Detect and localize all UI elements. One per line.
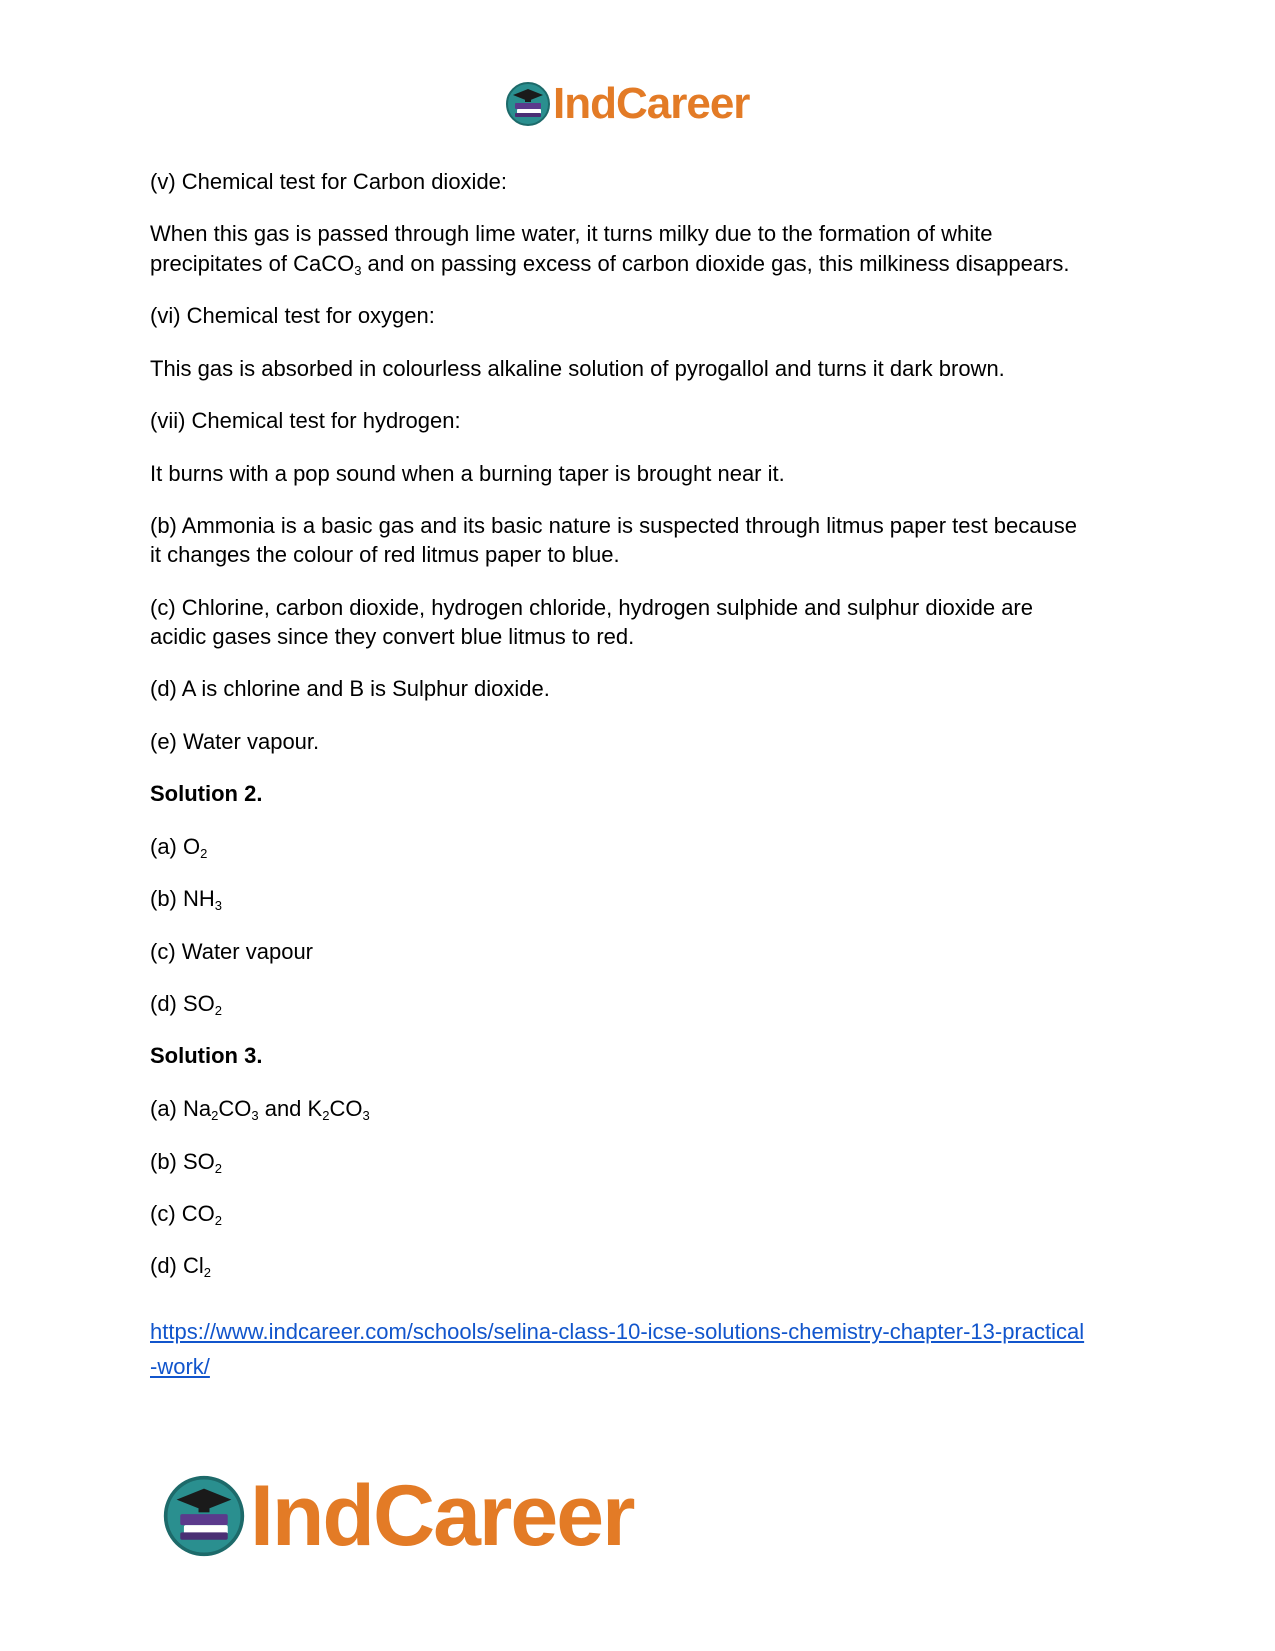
subscript: 2 [203,1265,212,1280]
text: and on passing excess of carbon dioxide gas, this milkiness disappears. [361,251,1070,276]
solution-2-b [150,884,222,914]
paragraph-b-line2: it changes the colour of red litmus paper to blue. [150,542,620,567]
text: (b) SO [150,1149,215,1174]
subscript: 3 [251,1108,259,1123]
section-heading-v: (v) Chemical test for Carbon dioxide: [150,169,508,194]
logo-wordmark: IndCareer [250,1468,634,1564]
footer-logo [162,1468,634,1564]
solution-2-a [150,832,207,862]
paragraph-d: (d) A is chlorine and B is Sulphur dioxide. [150,676,550,701]
solution-2-c: (c) Water vapour [150,939,314,964]
paragraph-b-line1: (b) Ammonia is a basic gas and its basic nature is suspected through litmus paper test because [150,513,1077,538]
paragraph-oxygen: This gas is absorbed in colourless alkaline solution of pyrogallol and turns it dark brown. [150,356,1005,381]
text: (d) SO [150,991,215,1016]
subscript: 2 [214,1161,223,1176]
solution-3-title: Solution 3. [150,1043,263,1068]
text: CO [329,1096,363,1121]
solution-3-d [150,1251,211,1281]
solution-3-c [150,1199,222,1229]
text: and K [258,1096,323,1121]
header-logo [505,80,749,128]
paragraph-e: (e) Water vapour. [150,729,320,754]
logo-wordmark: IndCareer [553,79,750,128]
text: precipitates of CaCO [150,251,355,276]
solution-2-d [150,989,222,1019]
subscript: 2 [200,846,208,861]
paragraph-c-line2: acidic gases since they convert blue litmus to red. [150,624,635,649]
text: (d) Cl [150,1253,204,1278]
paragraph-co2-line2 [150,249,1070,279]
subscript: 3 [214,898,223,913]
solution-2-title: Solution 2. [150,781,263,806]
source-link-line1[interactable]: https://www.indcareer.com/schools/selina-class-10-icse-solutions-chemistry-chapter-13-practical [150,1319,1085,1344]
subscript: 2 [322,1108,330,1123]
subscript: 2 [211,1108,219,1123]
text: (c) CO [150,1201,215,1226]
paragraph-co2-line1: When this gas is passed through lime water, it turns milky due to the formation of white [150,221,993,246]
subscript: 3 [362,1108,370,1123]
subscript: 2 [214,1003,223,1018]
text: (a) Na [150,1096,212,1121]
subscript: 2 [214,1213,222,1228]
section-heading-vii: (vii) Chemical test for hydrogen: [150,408,461,433]
paragraph-c-line1: (c) Chlorine, carbon dioxide, hydrogen chloride, hydrogen sulphide and sulphur dioxide are [150,595,1033,620]
subscript: 3 [354,263,362,278]
graduation-book-icon [162,1474,246,1558]
solution-3-b [150,1147,222,1177]
source-link-line2[interactable]: -work/ [150,1354,210,1379]
text: (b) NH [150,886,215,911]
solution-3-a [150,1094,370,1124]
graduation-book-icon [505,81,551,127]
section-heading-vi: (vi) Chemical test for oxygen: [150,303,435,328]
text: (a) O [150,834,201,859]
text: CO [218,1096,252,1121]
paragraph-hydrogen: It burns with a pop sound when a burning taper is brought near it. [150,461,785,486]
